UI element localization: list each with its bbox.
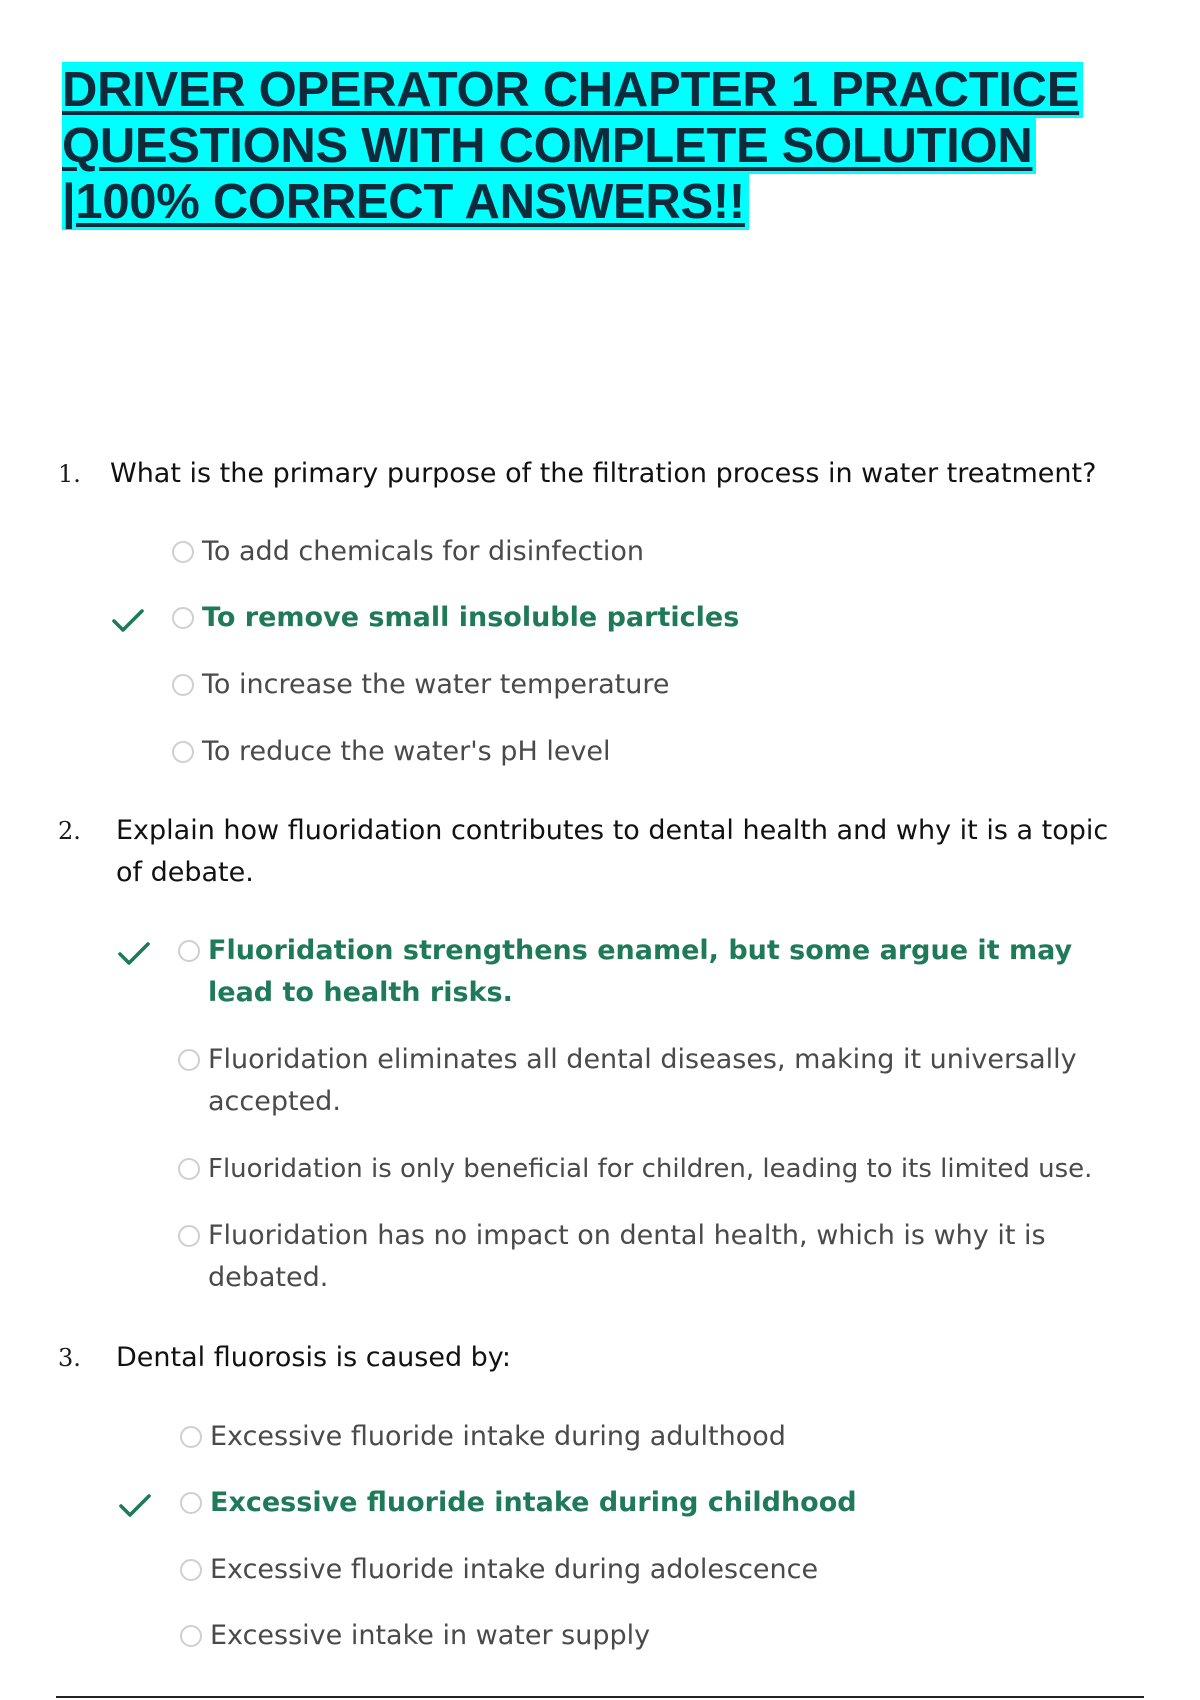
- q1-option-d[interactable]: [172, 731, 611, 773]
- option-text: To add chemicals for disinfection: [202, 536, 645, 567]
- option-text: Excessive intake in water supply: [210, 1620, 651, 1651]
- question-2: [58, 810, 1138, 894]
- option-text-correct: Excessive fluoride intake during childhood: [210, 1487, 857, 1518]
- question-number: 3.: [58, 1344, 81, 1372]
- radio-button[interactable]: [172, 541, 194, 563]
- question-text: Dental fluorosis is caused by:: [116, 1342, 511, 1373]
- radio-button[interactable]: [172, 674, 194, 696]
- checkmark-icon: [111, 607, 145, 635]
- title-line-2: QUESTIONS WITH COMPLETE SOLUTION: [62, 118, 1036, 174]
- q3-option-d[interactable]: [180, 1615, 650, 1657]
- title-line-3: |100% CORRECT ANSWERS!!: [62, 174, 749, 230]
- checkmark-icon: [117, 940, 151, 968]
- q3-option-b[interactable]: [180, 1482, 857, 1524]
- question-number: 2.: [58, 817, 81, 845]
- option-text-correct: Fluoridation strengthens enamel, but some argue it may lead to health risks.: [208, 935, 1073, 1008]
- option-text: Excessive fluoride intake during adulthood: [210, 1421, 786, 1452]
- checkmark-icon: [118, 1492, 152, 1520]
- q1-option-b[interactable]: [172, 597, 739, 639]
- q2-option-b[interactable]: [178, 1039, 1118, 1123]
- q1-option-c[interactable]: [172, 664, 670, 706]
- radio-button[interactable]: [180, 1492, 202, 1514]
- q2-option-d[interactable]: [178, 1215, 1078, 1299]
- radio-button[interactable]: [178, 1158, 200, 1180]
- radio-button[interactable]: [180, 1426, 202, 1448]
- option-text: Fluoridation is only beneficial for children, leading to its limited use.: [208, 1154, 1093, 1184]
- radio-button[interactable]: [172, 741, 194, 763]
- option-text-correct: To remove small insoluble particles: [202, 602, 740, 633]
- question-text: Explain how fluoridation contributes to dental health and why it is a topic of debate.: [116, 815, 1109, 888]
- option-text: To reduce the water's pH level: [202, 736, 611, 767]
- q1-option-a[interactable]: [172, 531, 644, 573]
- question-number: 1.: [58, 460, 81, 488]
- radio-button[interactable]: [178, 1225, 200, 1247]
- question-text: What is the primary purpose of the filtration process in water treatment?: [110, 458, 1097, 489]
- option-text: Fluoridation has no impact on dental health, which is why it is debated.: [208, 1220, 1046, 1293]
- title-line-1: DRIVER OPERATOR CHAPTER 1 PRACTICE: [62, 62, 1083, 118]
- radio-button[interactable]: [178, 940, 200, 962]
- option-text: To increase the water temperature: [202, 669, 670, 700]
- q2-option-a[interactable]: [178, 930, 1118, 1014]
- page-bottom-divider: [56, 1696, 1144, 1698]
- q3-option-a[interactable]: [180, 1416, 786, 1458]
- radio-button[interactable]: [172, 607, 194, 629]
- q2-option-c[interactable]: [178, 1148, 1168, 1190]
- q3-option-c[interactable]: [180, 1549, 818, 1591]
- document-title: [62, 62, 1162, 230]
- radio-button[interactable]: [180, 1625, 202, 1647]
- option-text: Excessive fluoride intake during adolescence: [210, 1554, 819, 1585]
- radio-button[interactable]: [178, 1049, 200, 1071]
- option-text: Fluoridation eliminates all dental diseases, making it universally accepted.: [208, 1044, 1077, 1117]
- question-1: [58, 453, 1138, 495]
- question-3: [58, 1337, 1138, 1379]
- radio-button[interactable]: [180, 1559, 202, 1581]
